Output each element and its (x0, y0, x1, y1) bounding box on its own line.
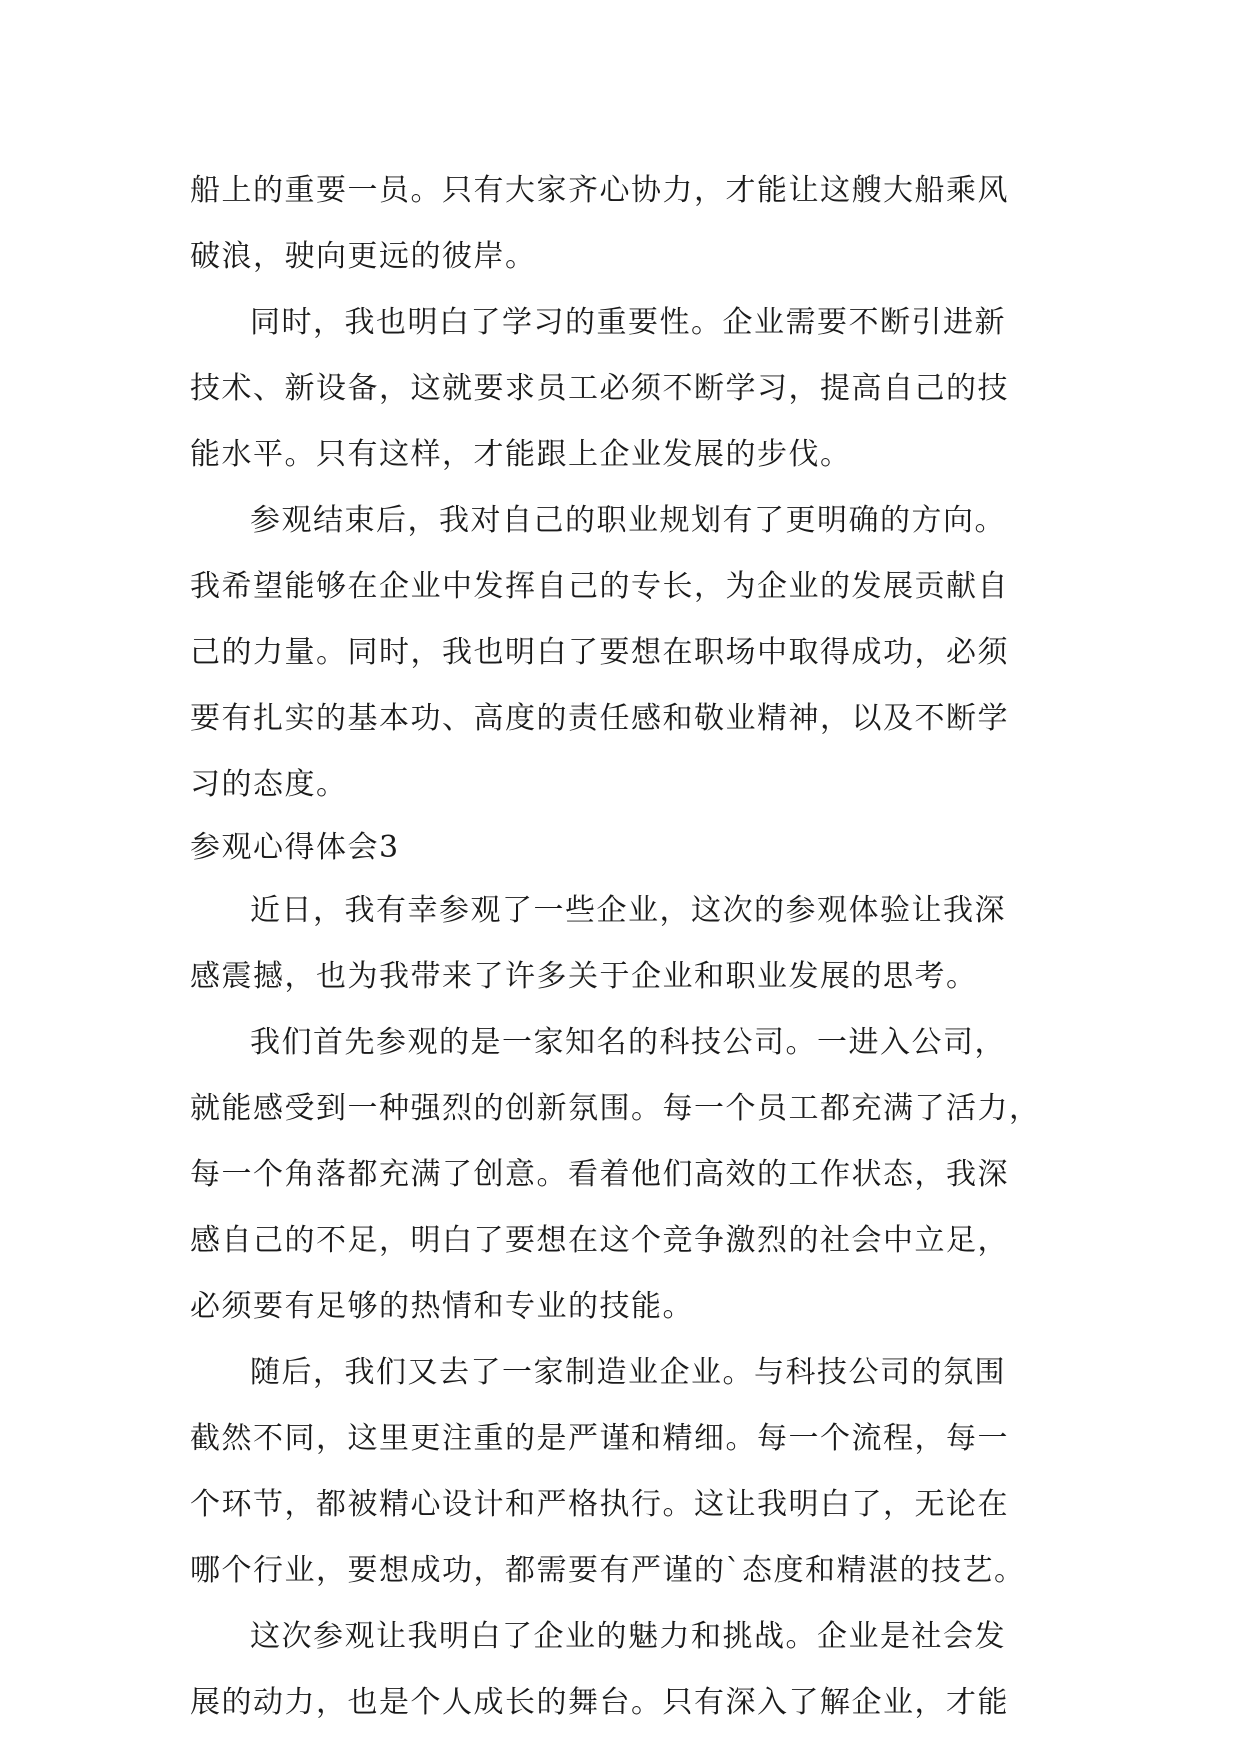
text-line: 同时，我也明白了学习的重要性。企业需要不断引进新 (250, 305, 1006, 340)
text-line: 我们首先参观的是一家知名的科技公司。一进入公司， (250, 1025, 1006, 1060)
text-line: 每一个角落都充满了创意。看着他们高效的工作状态，我深 (190, 1157, 1009, 1192)
text-line: 习的态度。 (190, 767, 348, 802)
text-line: 展的动力，也是个人成长的舞台。只有深入了解企业，才能 (190, 1685, 1009, 1720)
text-line: 截然不同，这里更注重的是严谨和精细。每一个流程，每一 (190, 1421, 1009, 1456)
paragraph-group (190, 158, 1050, 818)
text-line: 能水平。只有这样，才能跟上企业发展的步伐。 (190, 437, 852, 472)
text-line: 要有扎实的基本功、高度的责任感和敬业精神，以及不断学 (190, 701, 1009, 736)
text-line: 近日，我有幸参观了一些企业，这次的参观体验让我深 (250, 893, 1006, 928)
paragraph-group (190, 878, 1050, 1736)
text-line: 必须要有足够的热情和专业的技能。 (190, 1289, 694, 1324)
text-line: 个环节，都被精心设计和严格执行。这让我明白了，无论在 (190, 1487, 1009, 1522)
text-line: 参观结束后，我对自己的职业规划有了更明确的方向。 (250, 503, 1006, 538)
text-line: 感自己的不足，明白了要想在这个竞争激烈的社会中立足， (190, 1223, 1009, 1258)
section-heading: 参观心得体会3 (190, 830, 400, 865)
text-line: 感震撼，也为我带来了许多关于企业和职业发展的思考。 (190, 959, 978, 994)
document-body (190, 158, 1050, 1736)
text-line: 我希望能够在企业中发挥自己的专长，为企业的发展贡献自 (190, 569, 1009, 604)
text-line: 哪个行业，要想成功，都需要有严谨的`态度和精湛的技艺。 (190, 1553, 1026, 1588)
text-line: 随后，我们又去了一家制造业企业。与科技公司的氛围 (250, 1355, 1006, 1390)
text-line: 己的力量。同时，我也明白了要想在职场中取得成功，必须 (190, 635, 1009, 670)
text-line: 破浪，驶向更远的彼岸。 (190, 239, 537, 274)
text-line: 技术、新设备，这就要求员工必须不断学习，提高自己的技 (190, 371, 1009, 406)
text-line: 就能感受到一种强烈的创新氛围。每一个员工都充满了活力， (190, 1091, 1041, 1126)
text-line: 船上的重要一员。只有大家齐心协力，才能让这艘大船乘风 (190, 173, 1009, 208)
text-line: 这次参观让我明白了企业的魅力和挑战。企业是社会发 (250, 1619, 1006, 1654)
